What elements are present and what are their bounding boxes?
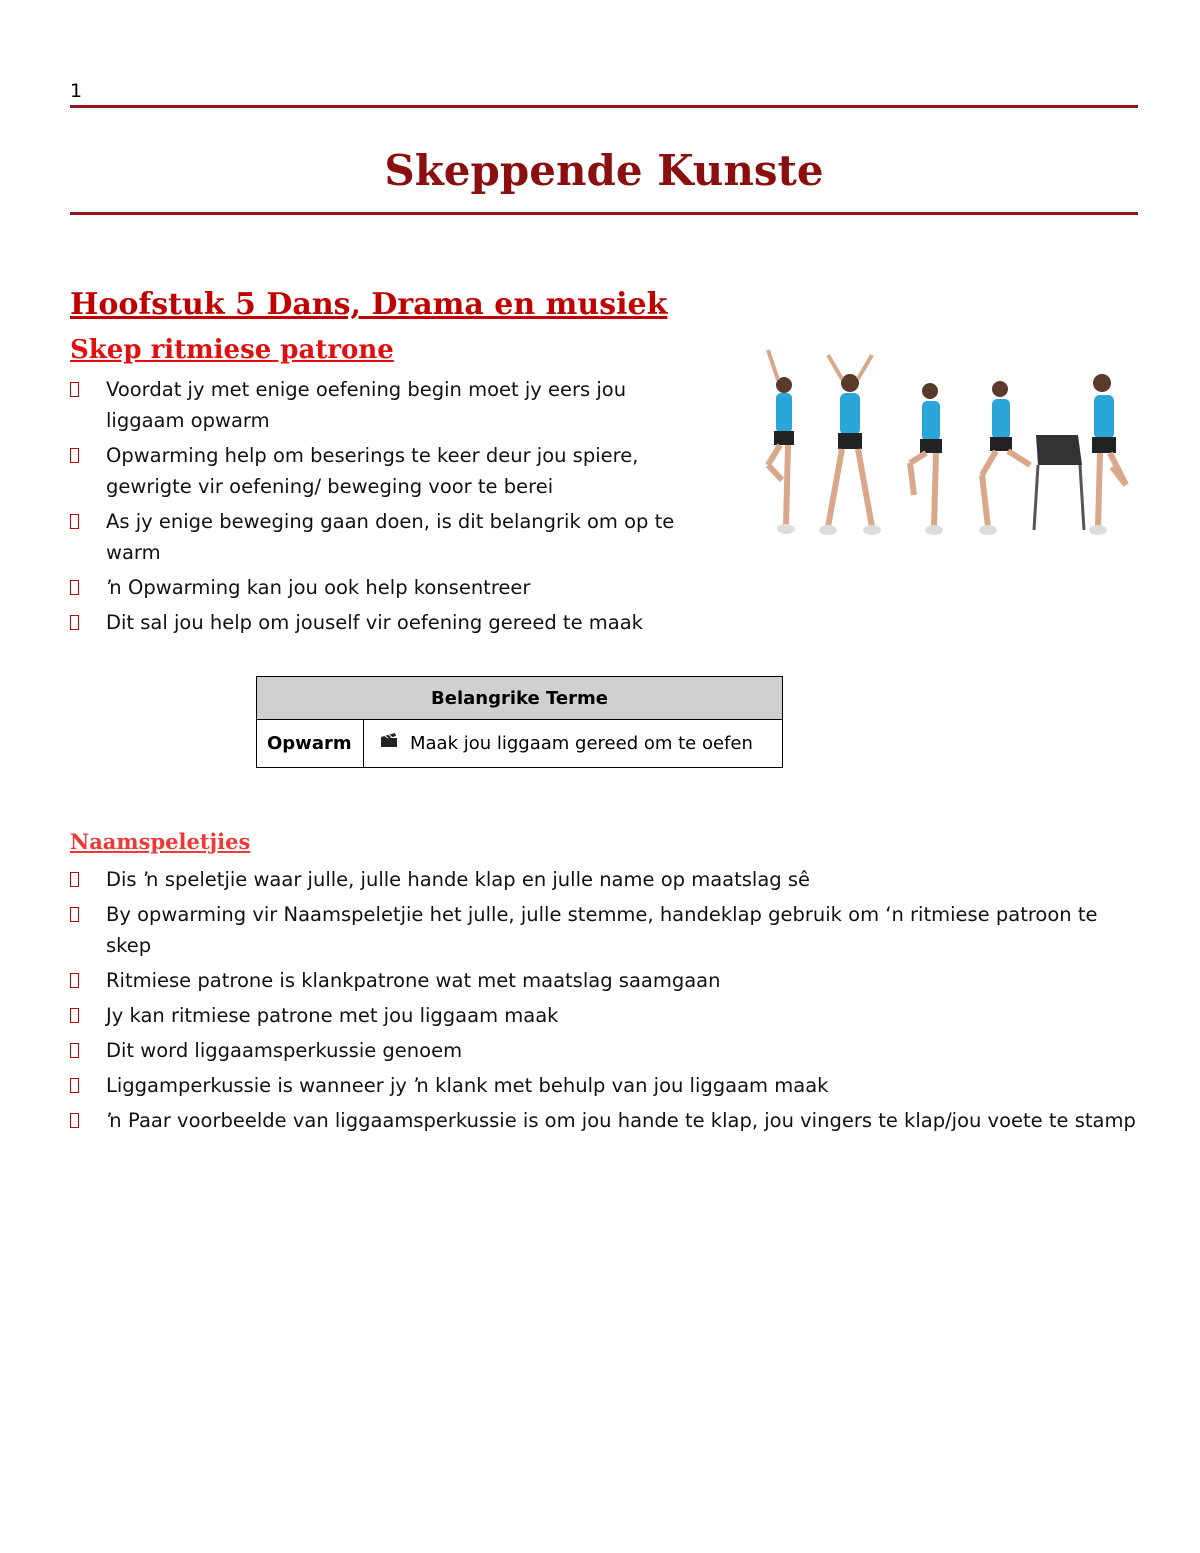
bullet-icon — [70, 973, 79, 988]
bullet-icon — [70, 907, 79, 922]
list-item: By opwarming vir Naamspeletjie het julle, julle stemme, handeklap gebruik om ‘n ritmiese patroon te skep — [70, 899, 1140, 961]
bullet-icon — [70, 872, 79, 887]
definition-text: Maak jou liggaam gereed om te oefen — [410, 733, 753, 754]
list-item: As jy enige beweging gaan doen, is dit belangrik om op te warm — [70, 506, 710, 568]
list-item: Liggamperkussie is wanneer jy ŉ klank met behulp van jou liggaam maak — [70, 1070, 1140, 1101]
list-item: ŉ Opwarming kan jou ook help konsentreer — [70, 572, 710, 603]
bullet-icon — [70, 1043, 79, 1058]
important-terms-table — [256, 676, 783, 768]
list-item: Dis ŉ speletjie waar julle, julle hande klap en julle name op maatslag sê — [70, 864, 1140, 895]
table-row — [257, 720, 783, 768]
chapter-heading: Hoofstuk 5 Dans, Drama en musiek — [70, 287, 668, 322]
bullet-list-name-games — [70, 864, 1140, 1140]
table-header: Belangrike Terme — [257, 677, 783, 720]
header-rule-bottom — [70, 212, 1138, 215]
bullet-icon — [70, 1113, 79, 1128]
list-item: Ritmiese patrone is klankpatrone wat met maatslag saamgaan — [70, 965, 1140, 996]
exercise-figure — [819, 355, 881, 535]
bullet-icon — [70, 382, 79, 397]
page-number: 1 — [70, 80, 83, 102]
term-cell: Opwarm — [257, 720, 364, 768]
section-heading-name-games: Naamspeletjies — [70, 829, 251, 854]
exercise-figure — [979, 381, 1084, 535]
list-item: Dit sal jou help om jouself vir oefening gereed te maak — [70, 607, 710, 638]
warmup-exercises-image — [738, 345, 1146, 537]
list-item: Dit word liggaamsperkussie genoem — [70, 1035, 1140, 1066]
bullet-icon — [70, 580, 79, 595]
list-item: Opwarming help om beserings te keer deur jou spiere, gewrigte vir oefening/ beweging voor te berei — [70, 440, 710, 502]
bullet-icon — [70, 448, 79, 463]
bullet-icon — [70, 1008, 79, 1023]
list-item: Voordat jy met enige oefening begin moet jy eers jou liggaam opwarm — [70, 374, 710, 436]
exercise-figure — [910, 383, 943, 535]
list-item: Jy kan ritmiese patrone met jou liggaam maak — [70, 1000, 1140, 1031]
bullet-list-rhythm — [70, 374, 710, 642]
bullet-icon — [70, 1078, 79, 1093]
list-item: ŉ Paar voorbeelde van liggaamsperkussie is om jou hande te klap, jou vingers te klap/jou voete te stamp — [70, 1105, 1140, 1136]
clapperboard-icon — [380, 732, 398, 748]
definition-cell — [364, 720, 783, 768]
bullet-icon — [70, 615, 79, 630]
exercise-figure — [1089, 374, 1126, 535]
header-rule-top — [70, 105, 1138, 108]
bullet-icon — [70, 514, 79, 529]
section-heading-rhythm: Skep ritmiese patrone — [70, 335, 394, 365]
exercise-figure — [768, 350, 795, 534]
document-title: Skeppende Kunste — [384, 146, 824, 195]
